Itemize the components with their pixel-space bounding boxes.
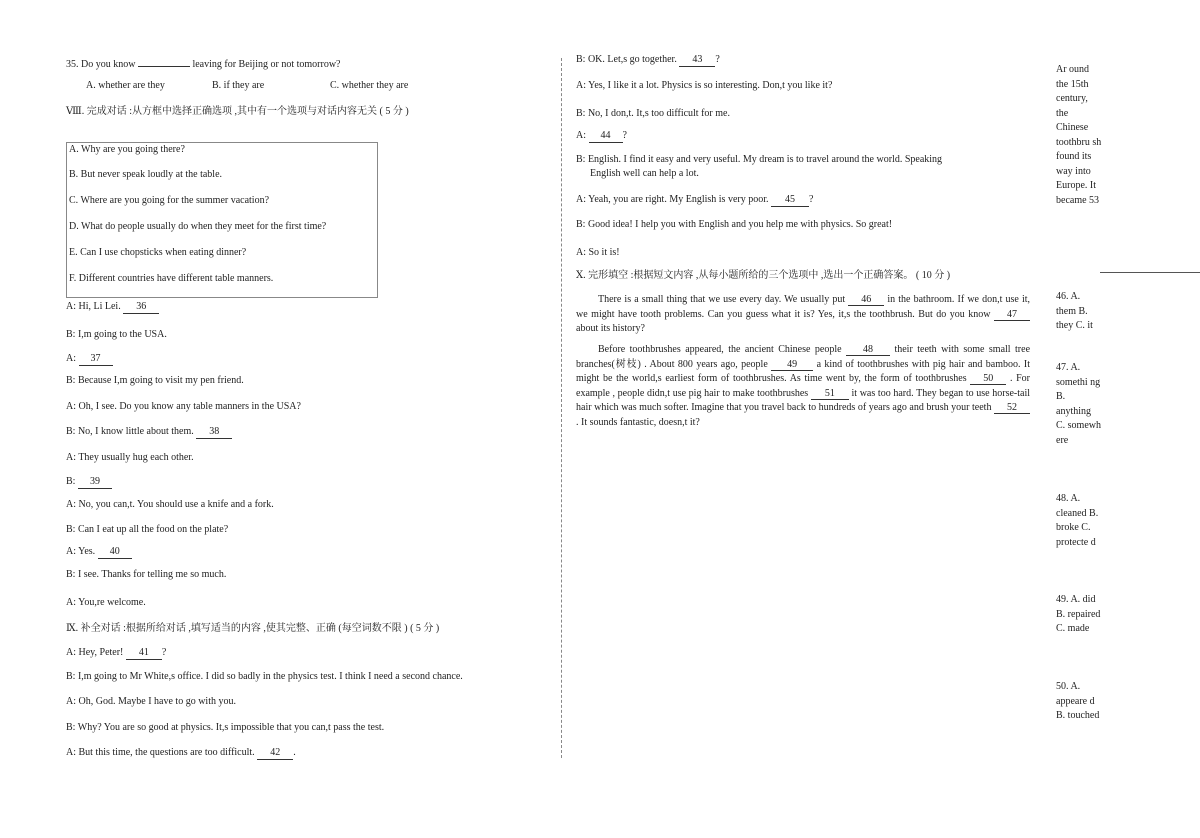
q35-option-b[interactable]: B. if they are xyxy=(212,80,265,91)
blank-51[interactable]: 51 xyxy=(811,387,849,400)
blank-43[interactable]: 43 xyxy=(679,54,715,67)
blank-36[interactable]: 36 xyxy=(123,301,159,314)
passage-continuation: Ar ound the 15th century, the Chinese toothbru sh found its way into Europe. It became 53 xyxy=(1056,64,1102,206)
dialog-line: B: No, I know little about them. 38 xyxy=(66,426,232,439)
dialog-line: B: Why? You are so good at physics. It,s impossible that you can,t pass the test. xyxy=(66,722,385,733)
blank-41[interactable]: 41 xyxy=(126,647,162,660)
blank-53[interactable]: 53 xyxy=(1089,194,1100,206)
cloze-paragraph-2: Before toothbrushes appeared, the ancient Chinese people 48 their teeth with some small tree branches(树枝) . About 800 years ago, people 49 a kind of toothbrushes with pig hair and bamboo. It might be the world,s earliest form of toothbrushes. As time went by, the form of toothbrushes 50 . For example , people didn,t use pig hair to make toothbrushes 51 it was too hard. They began to use horse-tail hair which was much softer. Imagine that you travel back to hundreds of years ago and brush your teeth 52 . It sounds fantastic, doesn,t it? xyxy=(576,344,1031,428)
dialog-line: A: 37 xyxy=(66,353,113,366)
box-option-e: E. Can I use chopsticks when eating dinner? xyxy=(69,247,247,258)
dialog-line: B: I,m going to the USA. xyxy=(66,329,167,340)
dialog-line: B: I,m going to Mr White,s office. I did so badly in the physics test. I think I need a second chance. xyxy=(66,671,463,682)
blank-40[interactable]: 40 xyxy=(98,546,132,559)
dialog-line: A: So it is! xyxy=(576,247,620,258)
box-option-d: D. What do people usually do when they meet for the first time? xyxy=(69,221,327,232)
blank-53-line xyxy=(1100,272,1200,273)
question-49[interactable]: 49. A. did B. repaired C. made xyxy=(1056,594,1101,634)
blank-52[interactable]: 52 xyxy=(994,401,1030,414)
dialog-line: B: OK. Let,s go together. 43 ? xyxy=(576,54,720,65)
dialog-line: A: Oh, I see. Do you know any table manners in the USA? xyxy=(66,401,301,412)
box-option-c: C. Where are you going for the summer vacation? xyxy=(69,195,270,206)
blank-42[interactable]: 42 xyxy=(257,747,293,760)
dialog-line: B: I see. Thanks for telling me so much. xyxy=(66,569,227,580)
box-option-b: B. But never speak loudly at the table. xyxy=(69,169,223,180)
dialog-line: A: Yes, I like it a lot. Physics is so interesting. Don,t you like it? xyxy=(576,80,833,91)
dialog-line: A: Yeah, you are right. My English is very poor. 45 ? xyxy=(576,194,814,205)
dialog-line: A: 44 ? xyxy=(576,130,627,141)
dialog-line: A: Hey, Peter! 41 ? xyxy=(66,647,167,658)
blank-37[interactable]: 37 xyxy=(79,353,113,366)
cloze-paragraph-1: There is a small thing that we use every day. We usually put 46 in the bathroom. If we don,t use it, we might have tooth problems. Can you guess what it is? Yes, it,s the toothbrush. But do you know 47 about its history? xyxy=(576,294,1031,334)
q35-option-a[interactable]: A. whether are they xyxy=(86,80,165,91)
question-47[interactable]: 47. A. somethi ng B. anything C. somewh ere xyxy=(1056,362,1101,446)
section-10-title: Ⅹ. 完形填空 :根据短文内容 ,从每小题所给的三个选项中 ,选出一个正确答案。 ( 10 分 ) xyxy=(576,270,951,281)
section-8-title: Ⅷ. 完成对话 :从方框中选择正确选项 ,其中有一个选项与对话内容无关 ( 5 分 ) xyxy=(66,106,409,117)
dialog-line: B: Because I,m going to visit my pen friend. xyxy=(66,375,244,386)
q35-stem: 35. Do you know leaving for Beijing or not tomorrow? xyxy=(66,54,340,71)
question-46[interactable]: 46. A. them B. they C. it xyxy=(1056,291,1093,331)
blank-48[interactable]: 48 xyxy=(846,343,890,356)
dialog-line: A: You,re welcome. xyxy=(66,597,146,608)
dialog-line: A: Yes. 40 xyxy=(66,546,132,559)
box-option-f: F. Different countries have different table manners. xyxy=(69,273,274,284)
dialog-line: B: Good idea! I help you with English and you help me with physics. So great! xyxy=(576,219,893,230)
q35-option-c[interactable]: C. whether they are xyxy=(330,80,409,91)
box-option-a: A. Why are you going there? xyxy=(69,144,185,155)
blank-45[interactable]: 45 xyxy=(771,194,809,207)
dialog-line: English well can help a lot. xyxy=(590,168,699,179)
blank-44[interactable]: 44 xyxy=(589,130,623,143)
column-divider xyxy=(561,58,562,758)
dialog-line: B: English. I find it easy and very useful. My dream is to travel around the world. Speaking xyxy=(576,154,943,165)
dialog-line: B: 39 xyxy=(66,476,112,489)
question-48[interactable]: 48. A. cleaned B. broke C. protecte d xyxy=(1056,493,1099,548)
dialog-line: B: No, I don,t. It,s too difficult for me. xyxy=(576,108,730,119)
blank-46[interactable]: 46 xyxy=(848,293,884,306)
blank-38[interactable]: 38 xyxy=(196,426,232,439)
dialog-line: B: Can I eat up all the food on the plate? xyxy=(66,524,229,535)
blank-39[interactable]: 39 xyxy=(78,476,112,489)
dialog-line: A: No, you can,t. You should use a knife and a fork. xyxy=(66,499,274,510)
q35-blank[interactable] xyxy=(138,54,190,67)
dialog-line: A: They usually hug each other. xyxy=(66,452,194,463)
dialog-line: A: But this time, the questions are too difficult. 42 . xyxy=(66,747,296,758)
question-50[interactable]: 50. A. appeare d B. touched xyxy=(1056,681,1100,721)
section-9-title: Ⅸ. 补全对话 :根据所给对话 ,填写适当的内容 ,使其完整、正确 (每空词数不限 ) ( 5 分 ) xyxy=(66,623,440,634)
dialog-line: A: Hi, Li Lei. 36 xyxy=(66,301,159,314)
blank-50[interactable]: 50 xyxy=(970,372,1006,385)
blank-47[interactable]: 47 xyxy=(994,308,1030,321)
dialog-line: A: Oh, God. Maybe I have to go with you. xyxy=(66,696,236,707)
blank-49[interactable]: 49 xyxy=(771,358,813,371)
